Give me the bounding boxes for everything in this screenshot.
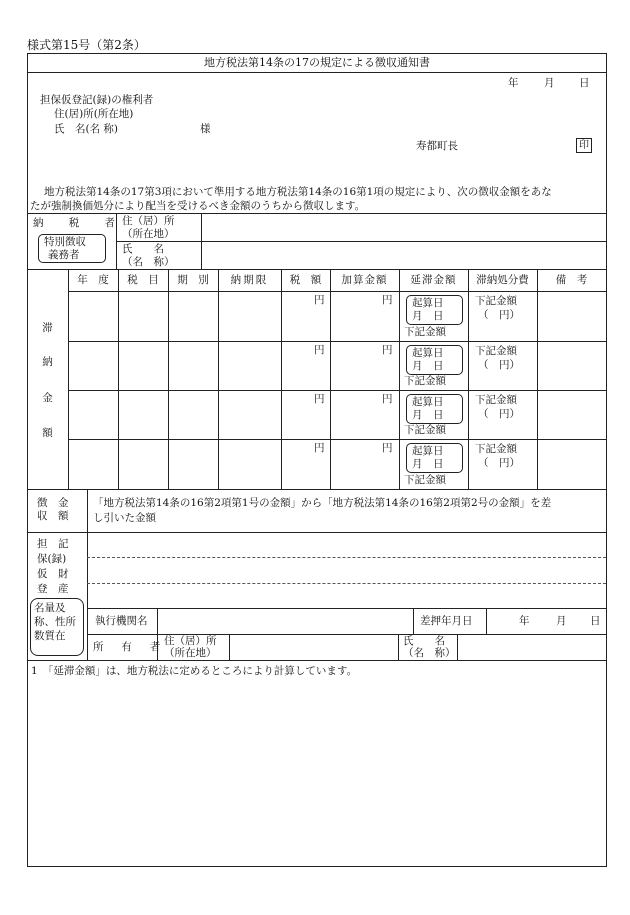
row4-fee-label: 下記金額 <box>475 443 517 455</box>
taxpayer-name-label-2: （名 称） <box>122 256 175 268</box>
header-tax-item: 税 目 <box>127 274 159 286</box>
header-due-date: 納期限 <box>230 274 269 286</box>
addressee-honorific: 様 <box>200 123 211 135</box>
footnote: 1 「延滞金額」は、地方税法に定めるところにより計算しています。 <box>31 665 358 677</box>
row4-tax-unit: 円 <box>314 442 325 454</box>
seal-mark: 印 <box>576 138 592 153</box>
header-late-fee: 延滞金額 <box>410 274 457 286</box>
collateral-label-4: 登 産 <box>37 583 69 595</box>
addressee-address-label: 住(居)所(所在地) <box>54 108 134 120</box>
row1-tax-unit: 円 <box>314 294 325 306</box>
collateral-sub-label-2: 称、性所 <box>34 616 76 628</box>
addressee-heading: 担保仮登記(録)の権利者 <box>40 94 154 106</box>
taxpayer-name-label-1: 氏 名 <box>122 243 164 255</box>
frame-top <box>27 53 607 54</box>
row2-tax-unit: 円 <box>314 344 325 356</box>
frame-left <box>27 53 28 866</box>
row4-fee-amount: （ 円） <box>478 457 520 469</box>
collateral-sub-label-3: 数質在 <box>34 630 66 642</box>
row2-late-start: 起算日 <box>412 347 444 359</box>
frame-bottom <box>27 866 607 867</box>
row3-add-unit: 円 <box>382 393 393 405</box>
taxpayer-address-label-2: （所在地） <box>122 228 175 240</box>
date-month-label: 月 <box>544 77 555 89</box>
collection-label-1: 徴 金 <box>37 497 69 509</box>
header-period: 期 別 <box>177 274 209 286</box>
row2-add-unit: 円 <box>382 344 393 356</box>
row4-late-date: 月 日 <box>412 458 444 470</box>
row3-late-date: 月 日 <box>412 409 444 421</box>
delinquent-side-label-3: 金 <box>42 392 53 404</box>
executing-agency-label: 執行機関名 <box>95 615 148 627</box>
issuer-name: 寿都町長 <box>416 140 458 152</box>
row2-late-date: 月 日 <box>412 360 444 372</box>
notice-line-2: たが強制換価処分により配当を受けるべき金額のうちから徴収します。 <box>30 200 366 212</box>
row2-late-amount: 下記金額 <box>404 375 446 387</box>
row4-late-amount: 下記金額 <box>404 474 446 486</box>
row2-fee-amount: （ 円） <box>478 359 520 371</box>
owner-label: 所 有 者 <box>93 641 164 653</box>
owner-name-label-1: 氏 名 <box>403 635 445 647</box>
row1-late-date: 月 日 <box>412 310 444 322</box>
taxpayer-sublabel-1: 特別徴収 <box>44 236 86 248</box>
seizure-day-label: 日 <box>590 615 601 627</box>
collection-text-2: し引いた金額 <box>93 512 156 524</box>
header-remarks: 備 考 <box>555 274 588 286</box>
row3-late-amount: 下記金額 <box>404 424 446 436</box>
collection-label-2: 収 額 <box>37 510 69 522</box>
row3-tax-unit: 円 <box>314 393 325 405</box>
row4-late-start: 起算日 <box>412 445 444 457</box>
row1-add-unit: 円 <box>382 294 393 306</box>
row2-fee-label: 下記金額 <box>475 345 517 357</box>
addressee-name-label: 氏 名(名 称) <box>54 123 119 135</box>
form-number: 様式第15号（第2条） <box>27 38 146 52</box>
frame-right <box>606 53 607 866</box>
document-title: 地方税法第14条の17の規定による徴収通知書 <box>204 56 430 69</box>
date-year-label: 年 <box>508 77 519 89</box>
delinquent-side-label-4: 額 <box>42 427 53 439</box>
taxpayer-address-label-1: 住（居）所 <box>122 215 175 227</box>
row4-add-unit: 円 <box>382 442 393 454</box>
delinquent-side-label-2: 納 <box>42 356 53 368</box>
owner-address-label-2: （所在地） <box>164 647 217 659</box>
row1-late-amount: 下記金額 <box>404 326 446 338</box>
row3-fee-label: 下記金額 <box>475 394 517 406</box>
owner-name-label-2: （名 称） <box>403 647 456 659</box>
header-additional-amount: 加算金額 <box>341 274 388 286</box>
header-tax-amount: 税 額 <box>289 274 322 286</box>
row3-late-start: 起算日 <box>412 396 444 408</box>
date-day-label: 日 <box>579 77 590 89</box>
seizure-year-label: 年 <box>519 615 530 627</box>
collateral-label-1: 担 記 <box>37 538 69 550</box>
delinquent-side-label-1: 滞 <box>42 322 53 334</box>
collateral-sub-label-1: 名量及 <box>34 602 66 614</box>
taxpayer-label: 納 税 者 <box>33 217 123 229</box>
row3-fee-amount: （ 円） <box>478 408 520 420</box>
header-fiscal-year: 年 度 <box>77 274 109 286</box>
collection-text-1: 「地方税法第14条の16第2項第1号の金額」から「地方税法第14条の16第2項第2号の金額」を差 <box>93 497 552 509</box>
row1-fee-amount: （ 円） <box>478 309 520 321</box>
row1-fee-label: 下記金額 <box>475 295 517 307</box>
owner-address-label-1: 住（居）所 <box>164 635 217 647</box>
seizure-month-label: 月 <box>556 615 567 627</box>
collateral-label-3: 仮 財 <box>37 568 69 580</box>
collateral-label-2: 保(録) <box>37 553 67 565</box>
header-disposition-cost: 滞納処分費 <box>476 274 529 286</box>
taxpayer-sublabel-2: 義務者 <box>48 249 80 261</box>
notice-line-1: 地方税法第14条の17第3項において準用する地方税法第14条の16第1項の規定により、次の徴収金額をあな <box>44 186 552 198</box>
seizure-date-label: 差押年月日 <box>420 615 473 627</box>
row1-late-start: 起算日 <box>412 297 444 309</box>
